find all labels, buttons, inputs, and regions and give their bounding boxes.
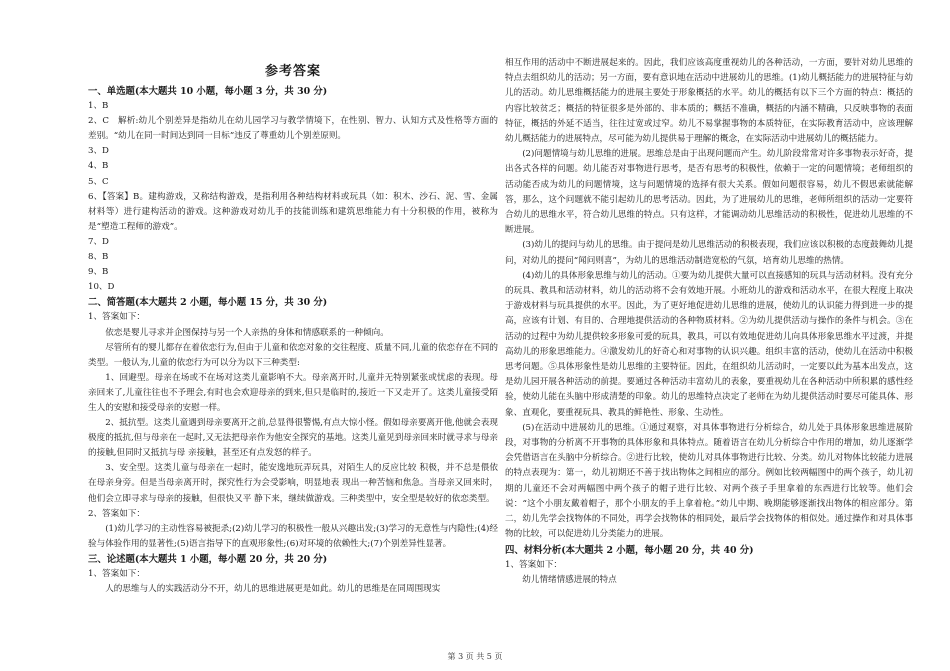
paragraph: 9、B bbox=[88, 267, 109, 278]
paragraph: 尽管所有的婴儿都存在着依恋行为,但由于儿童和依恋对象的交往程度、质量不同,儿童的依恋存在不同的类型。一般认为,儿童的依恋行为可以分为以下三种类型: bbox=[88, 342, 498, 368]
section-heading: 四、材料分析(本大题共 2 小题，每小题 20 分，共 40 分) bbox=[505, 544, 754, 556]
paragraph: 5、C bbox=[88, 176, 109, 187]
section-heading: 一、单选题(本大题共 10 小题，每小题 3 分，共 30 分) bbox=[88, 86, 328, 97]
paragraph: 相互作用的活动中不断进展起来的。因此，我们应该高度重视幼儿的各种活动，一方面，要针对幼儿思维的特点去组织幼儿的活动；另一方面，要有意识地在活动中进展幼儿的思维。(1)幼儿概括能力的进展特征与幼儿的活动。幼儿思维概括能力的进展主要处于形象概括的水平。幼儿的概括有以下三个方面的特点：概括的内容比较贫乏；概括的特征很多是外部的、非本质的；概括不准确，概括的内涵不精确，只反映事物的表面特征，概括的外延不适当，往往过宽或过窄。幼儿不易掌握事物的本质特征，在实际教育活动中，应该理解幼儿概括能力的进展特点，尽可能为幼儿提供易于理解的概念，在实际活动中进展幼儿的概括能力。 bbox=[505, 58, 913, 145]
paragraph: 2、抵抗型。这类儿童遇到母亲要离开之前,总显得很警惕,有点大惊小怪。假如母亲要离开他,他就会表现极度的抵抗,但与母亲在一起时,又无法把母亲作为他安全探究的基地。这类儿童见到母亲回来时就寻求与母亲的接触,但同时又抵抗与母 亲接触，甚至还有点发怒的样子。 bbox=[88, 418, 498, 459]
paragraph: 1、答案如下： bbox=[88, 569, 146, 579]
paragraph: (4)幼儿的具体形象思维与幼儿的活动。①要为幼儿提供大量可以直接感知的玩具与活动材料。没有充分的玩具、教具和活动材料，幼儿的活动将不会有效地开展。小班幼儿的游戏和活动水平，在很大程度上取决于游戏材料与玩具提供的水平。因此，为了更好地促进幼儿思维的进展，使幼儿的认识能力得到进一步的提高，应该有计划、有目的、合理地提供活动的各种物质材料。②为幼儿提供活动与操作的条件与机会。③在活动的过程中为幼儿提供较多形象可爱的玩具，教具，可以有效地促进幼儿向具体形象思维水平过渡，并提高幼儿的形象思维能力。④激发幼儿的好奇心和对事物的认识兴趣。组织丰富的活动，使幼儿在活动中积极思考问题。⑤具体形象性是幼儿思维的主要特征。因此，在组织幼儿活动时，一定要以此为基本出发点，这是幼儿园开展各种活动的前提。要通过各种活动丰富幼儿的表象，要重视幼儿在各种活动中所积累的感性经验，使幼儿能在头脑中形成清楚的印象。幼儿的思维特点决定了老师在为幼儿提供活动时要尽可能具体、形象、直观化，要重视玩具、教具的鲜艳性、形象、生动性。 bbox=[505, 270, 913, 418]
paragraph: 8、B bbox=[88, 252, 109, 263]
paragraph: 3、安全型。这类儿童与母亲在一起时，能安逸地玩弄玩具，对陌生人的反应比较 积极，并不总是偎依在母亲身旁。但是当母亲离开时，探究性行为会受影响，明显地表 现出一种苦恼和焦急。当母亲又回来时，他们会立即寻求与母亲的接触，但很快又平 静下来，继续做游戏。三种类型中，安全型是较好的依恋类型。 bbox=[88, 463, 498, 504]
paragraph: 1、答案如下： bbox=[505, 559, 563, 570]
paragraph: (2)问题情境与幼儿思维的进展。思维总是由于出现问题而产生。幼儿阶段常常对许多事物表示好奇，提出各式各样的问题。幼儿能否对事物进行思考，是否有思考的积极性，依赖于一定的问题情境；老师组织的活动能否成为幼儿的问题情境，这与问题情境的选择有很大关系。假如问题很容易，幼儿不假思索就能解答，那么，这个问题就不能引起幼儿的思考活动。因此，为了进展幼儿的思维，老师所组织的活动一定要符合幼儿的思维水平，符合幼儿思维的特点。只有这样，才能调动幼儿思维活动的积极性，促进幼儿思维的不断进展。 bbox=[505, 149, 913, 236]
paragraph: 2、答案如下： bbox=[88, 508, 146, 519]
paragraph: 依恋是婴儿寻求并企图保持与另一个人亲热的身体和情感联系的一种倾向。 bbox=[105, 327, 389, 338]
paragraph: 1、B bbox=[88, 101, 109, 112]
paragraph: 4、B bbox=[88, 161, 109, 172]
section-heading: 二、简答题(本大题共 2 小题，每小题 15 分，共 30 分) bbox=[88, 297, 328, 309]
paragraph: 2、C 解析:幼儿个别差异是指幼儿在幼儿园学习与教学情境下，在性别、智力、认知方式及性格等方面的差别。“幼儿在同一时间达到同一目标”违反了尊重幼儿个别差原则。 bbox=[88, 116, 498, 142]
paragraph: 幼儿情绪情感进展的特点 bbox=[522, 574, 617, 585]
paragraph: 3、D bbox=[88, 146, 109, 157]
paragraph: (5)在活动中进展幼儿的思维。①通过观察，对具体事物进行分析综合，幼儿处于具体形象思维进展阶段，对事物的分析离不开事物的具体形象和具体特点。随着语言在幼儿分析综合中作用的增加，幼儿逐渐学会凭借语言在头脑中分析综合。②进行比较，使幼儿对具体事物进行比较、分类。幼儿对物体比较能力进展的特点表现为：第一，幼儿初期还不善于找出物体之间相应的部分。例如比较两幅图中的两个孩子，幼儿初期的儿童还不会对两幅图中两个孩子的帽子进行比较、对两个孩子手里拿着的东西进行比较等。他们会说：“这个小朋友戴着帽子，那个小朋友的手上拿着枪。”幼儿中期、晚期能够逐渐找出物体的相应部分。第二，幼儿先学会找物体的不同处，再学会找物体的相同处，最后学会找物体的相似处。通过操作和对具体事物的比较，可以促进幼儿分类能力的进展。 bbox=[505, 422, 913, 540]
paragraph: 7、D bbox=[88, 236, 109, 247]
paragraph: (3)幼儿的提问与幼儿的思维。由于提问是幼儿思维活动的积极表现，我们应该以积极的态度鼓舞幼儿提问，对幼儿的提问“闻问则喜”，为幼儿的思维活动制造宽松的气氛，培育幼儿思维的热情。 bbox=[505, 240, 913, 266]
paragraph: (1)幼儿学习的主动性容易被扼杀;(2)幼儿学习的积极性一般从兴趣出发;(3)学习的无意性与内隐性;(4)经验与体验作用的显著性;(5)语言指导下的直观形象性;(6)对环境的依赖性大;(7)个别差异性显著。 bbox=[88, 523, 498, 549]
paragraph: 人的思维与人的实践活动分不开，幼儿的思维进展更是如此。幼儿的思维是在同周围现实 bbox=[105, 584, 441, 595]
section-heading: 三、论述题(本大题共 1 小题，每小题 20 分，共 20 分) bbox=[88, 553, 328, 565]
paragraph: 1、答案如下： bbox=[88, 312, 146, 323]
left-column bbox=[88, 84, 498, 597]
paragraph: 10、D bbox=[88, 282, 115, 293]
paragraph: 6、【答案】B。建构游戏，又称结构游戏，是指利用各种结构材料或玩具（如：积木、沙石、泥、雪、金属材料等）进行建构活动的游戏。这种游戏对幼儿手的技能训练和建筑思维能力有十分积极的作用，被称为是“塑造工程师的游戏”。 bbox=[88, 191, 498, 232]
paragraph: 1、回避型。母亲在场或不在场对这类儿童影响不大。母亲离开时,儿童并无特别紧张或忧虑的表现。母亲回来了,儿童往往也不予理会,有时也会欢迎母亲的到来,但只是临时的,接近一下又走开了。这类儿童接受陌生人的安慰和接受母亲的安慰一样。 bbox=[88, 372, 498, 413]
page-title: 参考答案 bbox=[264, 64, 321, 79]
page-number: 第 3 页 共 5 页 bbox=[447, 652, 503, 661]
right-column bbox=[505, 56, 913, 588]
